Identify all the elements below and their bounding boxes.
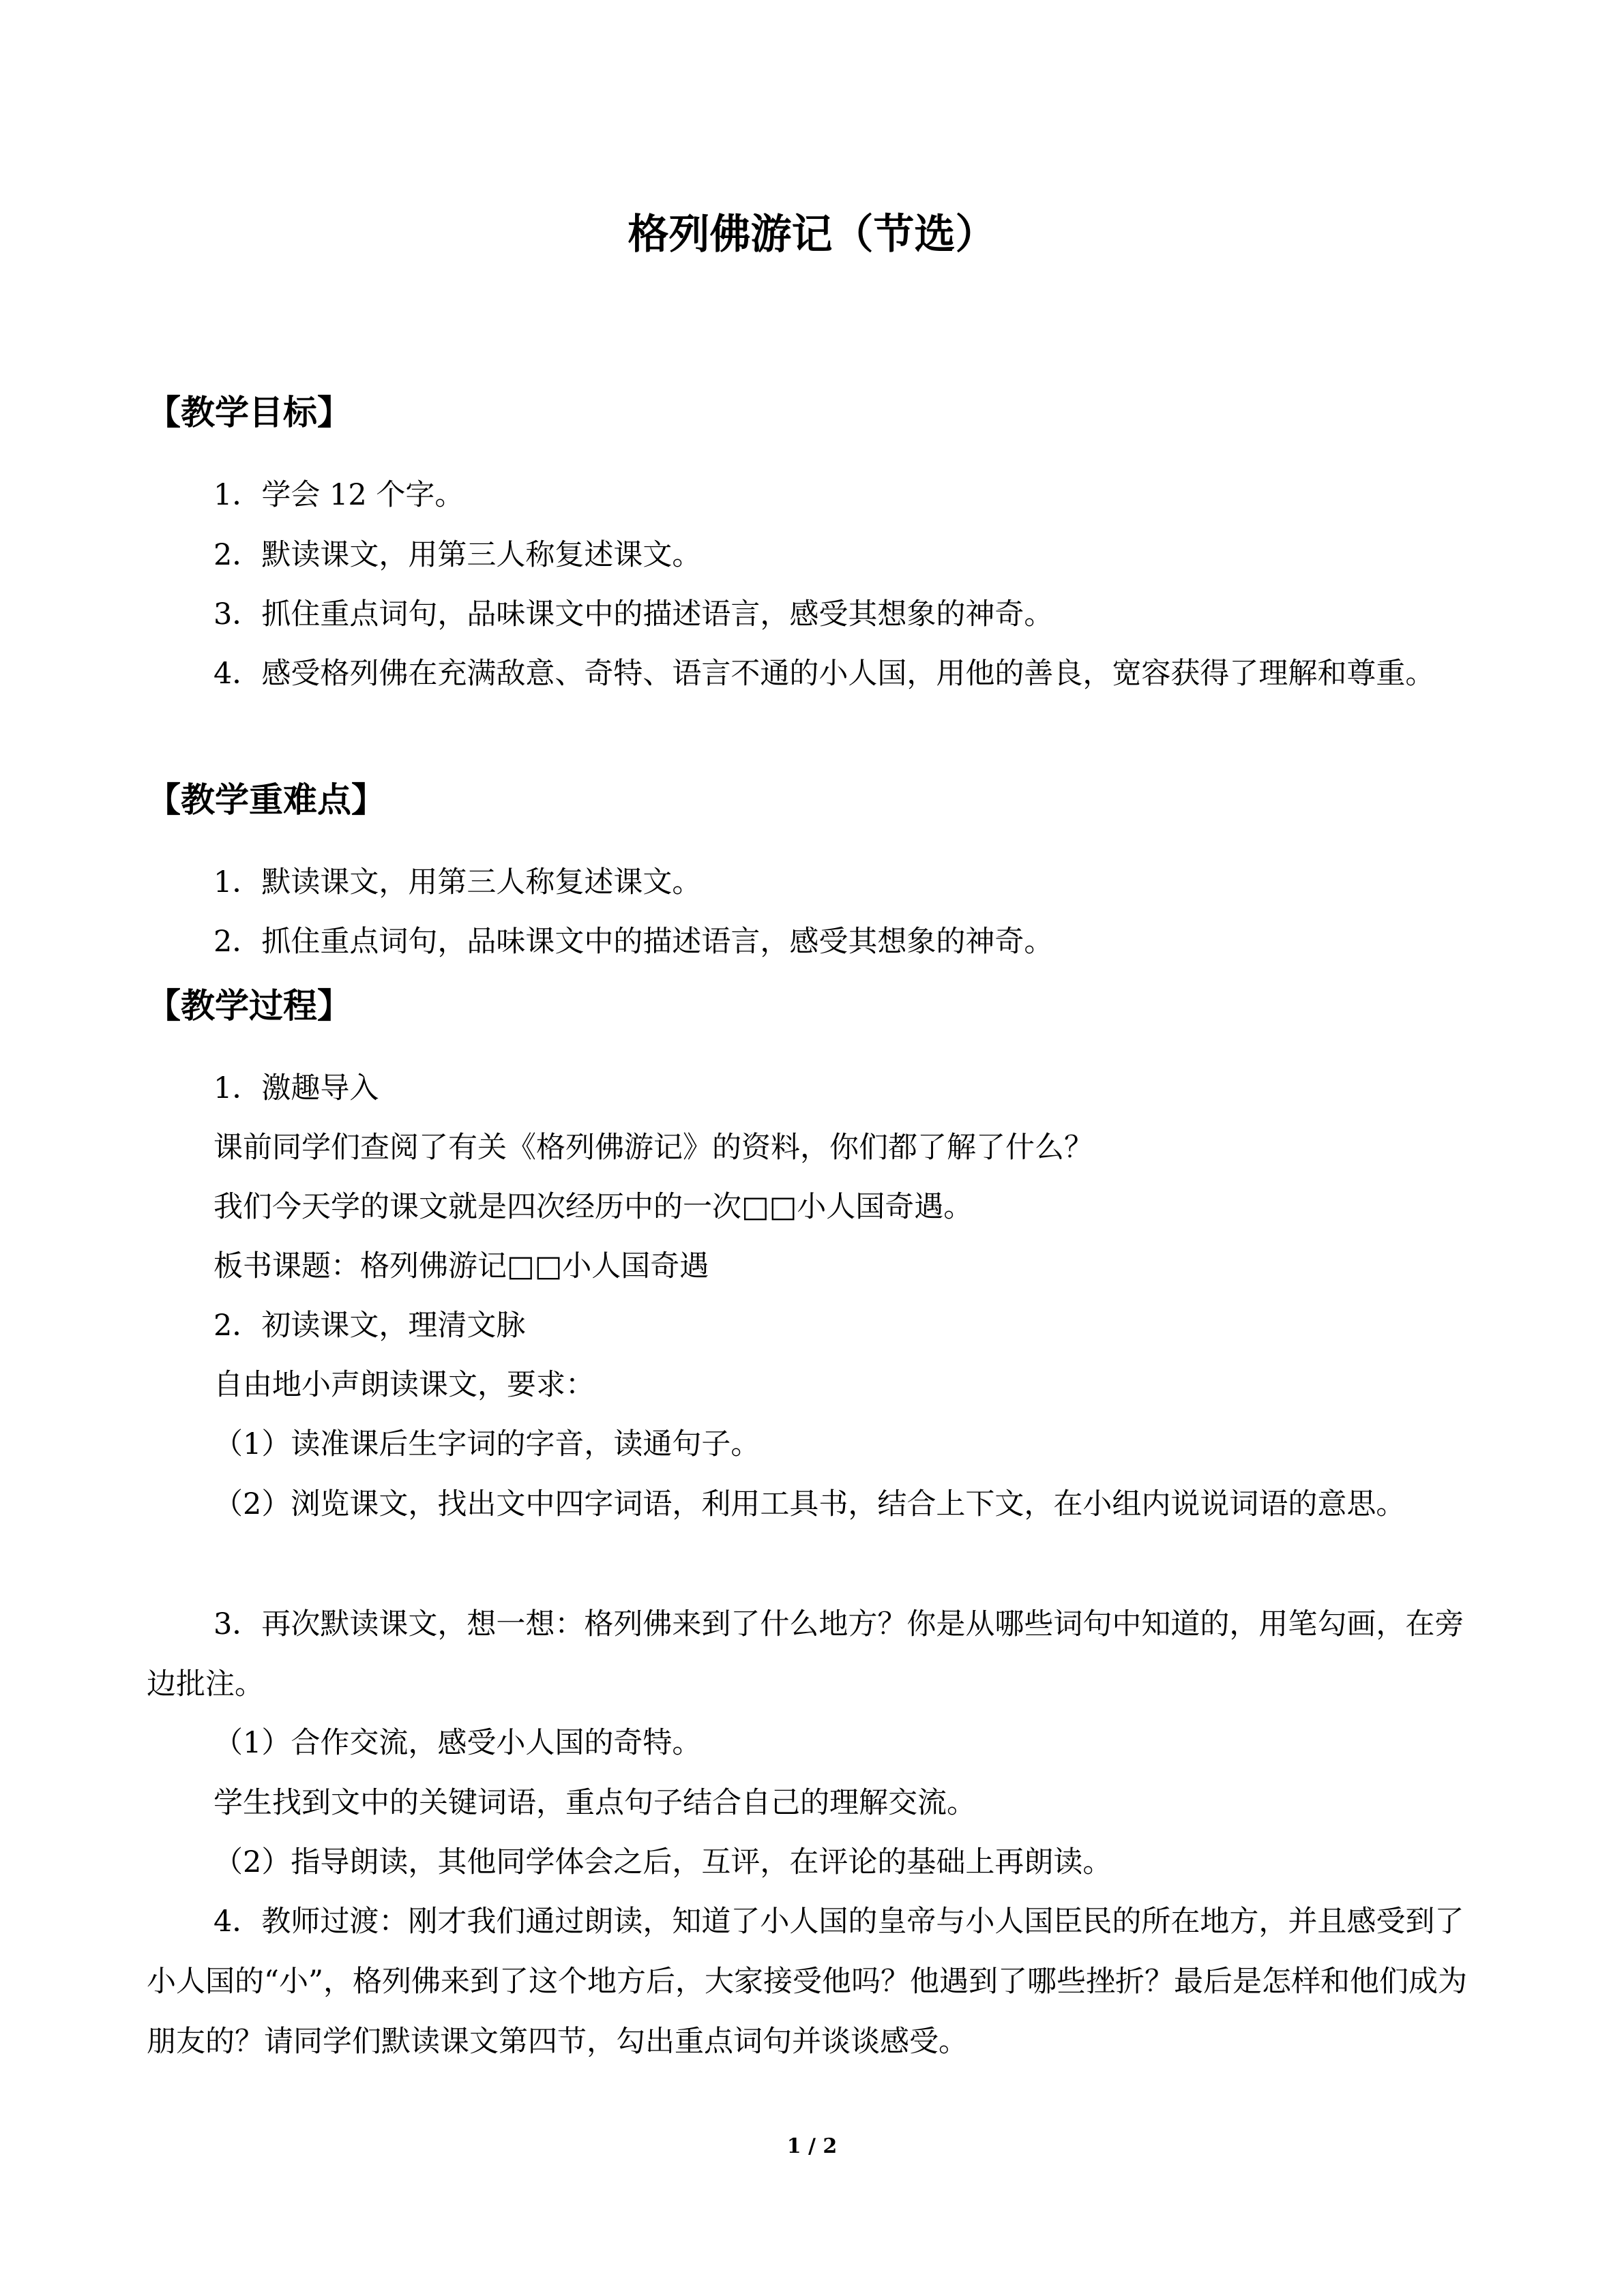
process-item: （1）读准课后生字词的字音，读通句子。 <box>213 1427 761 1461</box>
process-item: 1．激趣导入 <box>213 1071 379 1105</box>
key-point-item: 2．抓住重点词句，品味课文中的描述语言，感受其想象的神奇。 <box>213 925 1054 959</box>
goal-item: 4．感受格列佛在充满敌意、奇特、语言不通的小人国，用他的善良，宽容获得了理解和尊重。 <box>213 657 1435 691</box>
goal-item: 2．默读课文，用第三人称复述课文。 <box>213 538 702 572</box>
process-item: （2）指导朗读，其他同学体会之后，互评，在评论的基础上再朗读。 <box>213 1845 1112 1879</box>
section-heading-key-points: 【教学重难点】 <box>147 780 385 820</box>
document-title: 格列佛游记（节选） <box>628 211 996 258</box>
section-heading-goals: 【教学目标】 <box>147 393 351 432</box>
process-item: 板书课题：格列佛游记□□小人国奇遇 <box>213 1249 709 1283</box>
process-item: 2．初读课文，理清文脉 <box>213 1309 526 1343</box>
goal-item: 1．学会 12 个字。 <box>213 478 464 512</box>
page-number: 1 / 2 <box>786 2134 838 2158</box>
process-item: （1）合作交流，感受小人国的奇特。 <box>213 1726 702 1760</box>
process-item: 我们今天学的课文就是四次经历中的一次□□小人国奇遇。 <box>213 1190 973 1224</box>
key-point-item: 1．默读课文，用第三人称复述课文。 <box>213 865 702 899</box>
process-item: （2）浏览课文，找出文中四字词语，利用工具书，结合上下文，在小组内说说词语的意思。 <box>213 1487 1406 1521</box>
process-item: 3．再次默读课文，想一想：格列佛来到了什么地方？你是从哪些词句中知道的，用笔勾画，在旁边批注。 <box>147 1607 1464 1701</box>
process-item: 4．教师过渡：刚才我们通过朗读，知道了小人国的皇帝与小人国臣民的所在地方，并且感受到了小人国的“小”，格列佛来到了这个地方后，大家接受他吗？他遇到了哪些挫折？最后是怎样和他们成为朋友的？请同学们默读课文第四节，勾出重点词句并谈谈感受。 <box>147 1905 1467 2059</box>
goal-item: 3．抓住重点词句，品味课文中的描述语言，感受其想象的神奇。 <box>213 597 1054 631</box>
process-item: 学生找到文中的关键词语，重点句子结合自己的理解交流。 <box>213 1786 976 1820</box>
process-item: 课前同学们查阅了有关《格列佛游记》的资料，你们都了解了什么？ <box>213 1131 1093 1165</box>
process-item: 自由地小声朗读课文，要求： <box>213 1368 595 1402</box>
section-heading-process: 【教学过程】 <box>147 986 351 1026</box>
